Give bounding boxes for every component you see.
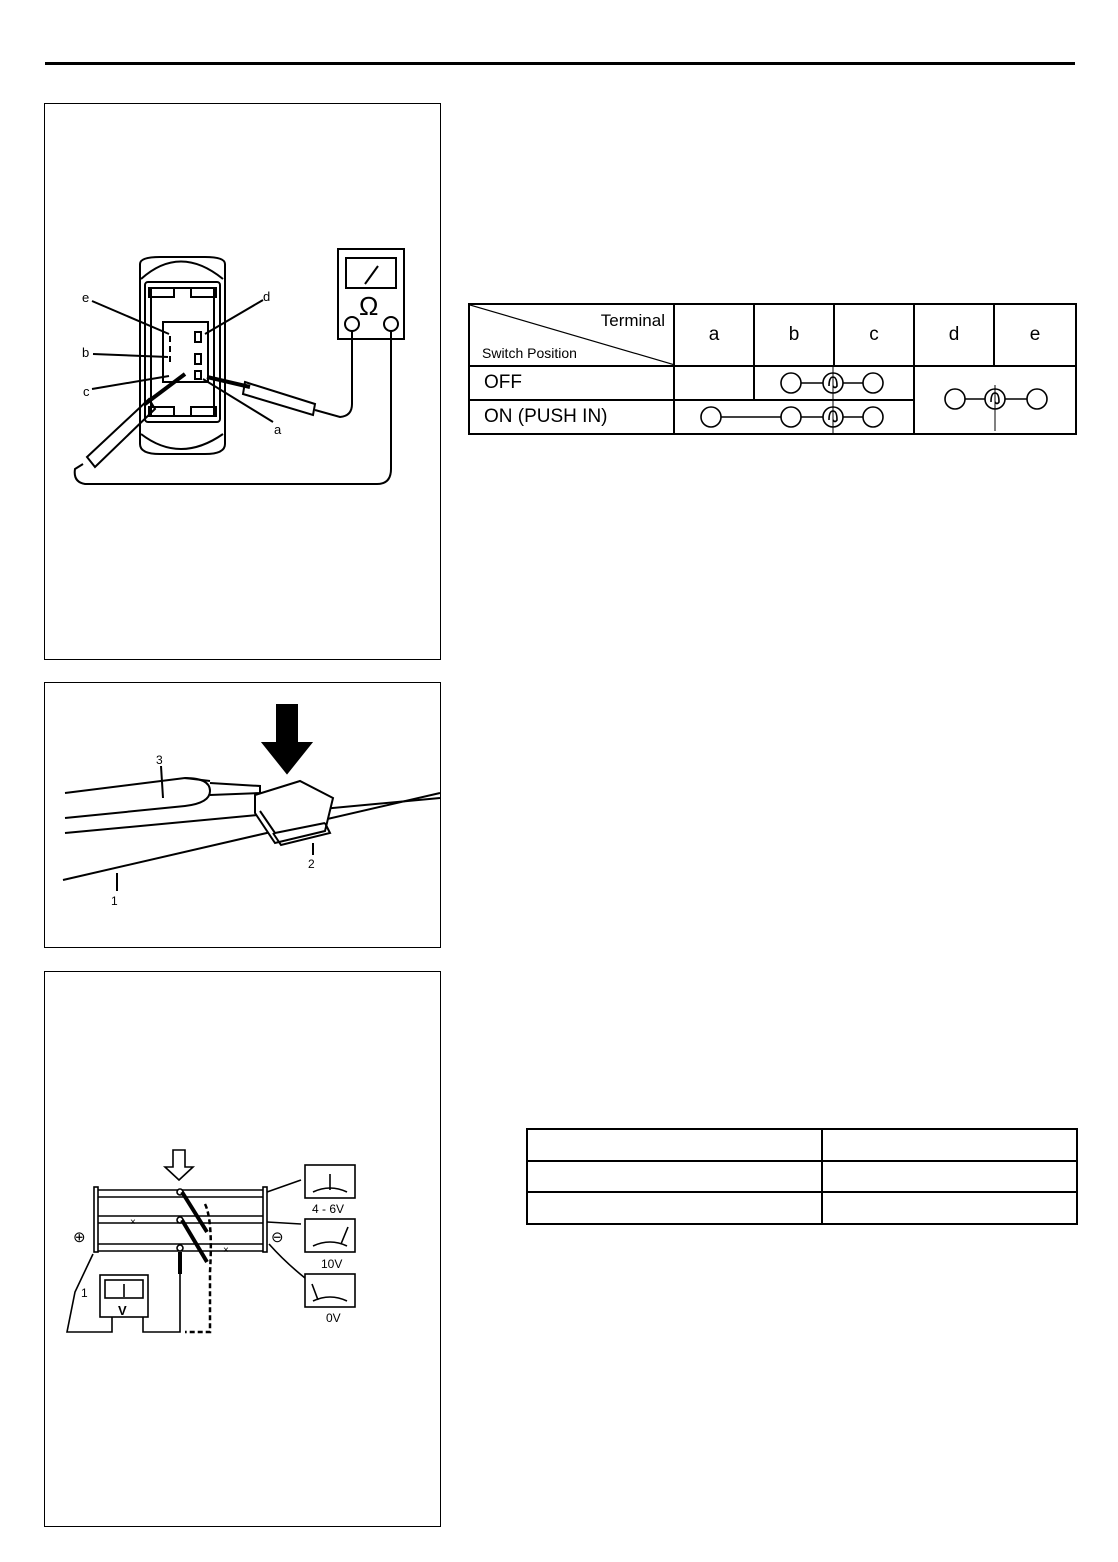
cell-on-abc [674, 400, 914, 434]
ohm-symbol: Ω [359, 291, 379, 321]
label-b: b [82, 345, 90, 360]
switch-continuity-table [468, 303, 1077, 435]
negative-terminal: ⊖ [271, 1229, 284, 1246]
header-rule [45, 62, 1075, 65]
voltage-test-drawing [45, 972, 442, 1528]
figure-switch-continuity [44, 103, 441, 660]
cell-off-bc [754, 366, 914, 400]
column-c: c [834, 304, 914, 366]
table-corner-header [469, 304, 674, 366]
figure-probe-wire [44, 682, 441, 948]
label-e: e [82, 290, 90, 305]
voltmeter-v: V [118, 1303, 127, 1318]
column-e: e [994, 304, 1076, 366]
table-cell [527, 1161, 822, 1193]
reading-top: 4 - 6V [312, 1202, 345, 1216]
label-d: d [263, 289, 271, 304]
table-cell [822, 1192, 1077, 1224]
continuity-de [915, 367, 1075, 431]
column-b: b [754, 304, 834, 366]
table-cell [822, 1129, 1077, 1161]
table-cell [527, 1192, 822, 1224]
positive-terminal: ⊕ [73, 1229, 86, 1246]
continuity-off-bc [755, 367, 915, 399]
table-cell [822, 1161, 1077, 1193]
label-1: 1 [111, 894, 118, 908]
row-on-label: ON (PUSH IN) [469, 400, 674, 434]
column-d: d [914, 304, 994, 366]
header-terminal: Terminal [600, 311, 665, 330]
row-off-label: OFF [469, 366, 674, 400]
svg-text:×: × [223, 1245, 229, 1256]
header-switch-position: Switch Position [482, 345, 577, 361]
column-a: a [674, 304, 754, 366]
label-2: 2 [308, 857, 315, 871]
label-a: a [274, 422, 282, 437]
figure-voltage-test [44, 971, 441, 1527]
cell-de [914, 366, 1076, 434]
label-1: 1 [81, 1286, 88, 1300]
empty-table [526, 1128, 1078, 1225]
label-3: 3 [156, 753, 163, 767]
reading-bottom: 0V [326, 1311, 341, 1325]
continuity-on-abc [675, 401, 915, 433]
reading-middle: 10V [321, 1257, 343, 1271]
label-c: c [83, 384, 90, 399]
svg-text:×: × [130, 1217, 136, 1228]
cell-off-a [674, 366, 754, 400]
probe-wire-drawing [45, 683, 442, 949]
table-cell [527, 1129, 822, 1161]
switch-continuity-drawing [45, 104, 442, 661]
